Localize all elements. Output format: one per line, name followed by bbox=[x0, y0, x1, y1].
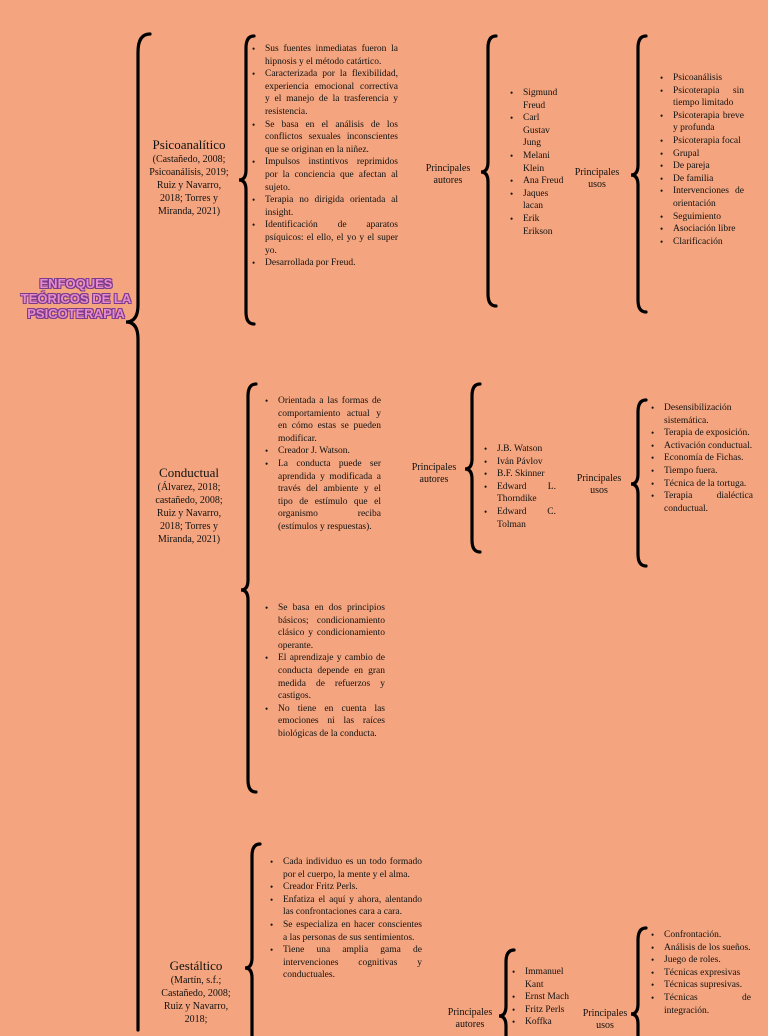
feature-item: • Se basa en dos principios básicos; condicionamiento clásico y condicionamiento operante. bbox=[265, 602, 385, 652]
use-item: • Terapia de exposición. bbox=[651, 427, 753, 440]
conductual-features bbox=[265, 395, 381, 534]
feature-item: • Enfatiza el aquí y ahora, alentando las confrontaciones cara a cara. bbox=[270, 894, 422, 919]
authors-label: Principales autores bbox=[447, 1007, 493, 1030]
brace-psicoanalitico-authors bbox=[478, 32, 500, 312]
author-item: • Edward C. Tolman bbox=[484, 506, 556, 531]
use-item: • Técnica de la tortuga. bbox=[651, 478, 753, 491]
use-item: • Intervenciones de orientación bbox=[660, 185, 744, 210]
feature-item: • Creador J. Watson. bbox=[265, 445, 381, 458]
use-item: • Terapia dialéctica conductual. bbox=[651, 490, 753, 515]
diagram-title: ENFOQUES TEÓRICOS DE LA PSICOTERAPIA bbox=[20, 276, 132, 321]
feature-item: • Tiene una amplia gama de intervenciones cognitivas y conductuales. bbox=[270, 944, 422, 982]
gestaltico-authors bbox=[512, 966, 578, 1029]
psicoanalitico-features bbox=[252, 43, 398, 270]
feature-item: • Terapia no dirigida orientada al insight. bbox=[252, 194, 398, 219]
uses-label: Principales usos bbox=[582, 1008, 628, 1031]
feature-item: • Impulsos instintivos reprimidos por la conciencia que afectan al sujeto. bbox=[252, 156, 398, 194]
brace-psicoanalitico-uses bbox=[628, 32, 650, 318]
use-item: • Activación conductual. bbox=[651, 440, 753, 453]
use-item: • Psicoterapia focal bbox=[660, 135, 744, 148]
approach-name: Gestáltico bbox=[169, 958, 223, 973]
author-item: • Ana Freud bbox=[510, 175, 566, 188]
feature-item: • Sus fuentes inmediatas fueron la hipnosis y el método catártico. bbox=[252, 43, 398, 68]
brace-gestaltico-uses bbox=[628, 924, 650, 1034]
conductual-uses bbox=[651, 402, 753, 515]
author-item: • Fritz Perls bbox=[512, 1004, 578, 1017]
author-item: • J.B. Watson bbox=[484, 443, 556, 456]
author-item: • Erik Erikson bbox=[510, 213, 566, 238]
use-item: • De pareja bbox=[660, 160, 744, 173]
author-item: • Carl Gustav Jung bbox=[510, 112, 566, 150]
authors-label: Principales autores bbox=[425, 163, 471, 186]
use-item: • Psicoterapia sin tiempo limitado bbox=[660, 85, 744, 110]
conductual-features-2 bbox=[265, 602, 385, 741]
use-item: • Tiempo fuera. bbox=[651, 465, 753, 478]
author-item: • Melani Klein bbox=[510, 150, 566, 175]
use-item: • De familia bbox=[660, 173, 744, 186]
use-item: • Clarificación bbox=[660, 236, 744, 249]
use-item: • Análisis de los sueños. bbox=[651, 942, 751, 955]
use-item: • Técnicas de integración. bbox=[651, 992, 751, 1017]
use-item: • Juego de roles. bbox=[651, 954, 751, 967]
author-item: • Immanuel Kant bbox=[512, 966, 578, 991]
use-item: • Técnicas supresivas. bbox=[651, 979, 751, 992]
feature-item: • Se basa en el análisis de los conflictos sexuales inconscientes que se originan en la niñez. bbox=[252, 119, 398, 157]
use-item: • Economía de Fichas. bbox=[651, 452, 753, 465]
feature-item: • Identificación de aparatos psíquicos: el ello, el yo y el super yo. bbox=[252, 219, 398, 257]
brace-gestaltico-features bbox=[242, 838, 264, 1028]
author-item: • Sigmund Freud bbox=[510, 87, 566, 112]
psicoanalitico-authors bbox=[510, 87, 566, 238]
use-item: • Asociación libre bbox=[660, 223, 744, 236]
use-item: • Grupal bbox=[660, 148, 744, 161]
approach-citation: (Álvarez, 2018; castañedo, 2008; Ruiz y Navarro, 2018; Torres y Miranda, 2021) bbox=[155, 482, 223, 545]
approach-gestaltico bbox=[156, 958, 236, 1026]
feature-item: • Cada individuo es un todo formado por el cuerpo, la mente y el alma. bbox=[270, 856, 422, 881]
feature-item: • No tiene en cuenta las emociones ni las raíces biológicas de la conducta. bbox=[265, 703, 385, 741]
use-item: • Seguimiento bbox=[660, 211, 744, 224]
feature-item: • Desarrollada por Freud. bbox=[252, 257, 398, 270]
approach-name: Psicoanalítico bbox=[152, 137, 226, 152]
author-item: • Edward L. Thorndike bbox=[484, 481, 556, 506]
conductual-authors bbox=[484, 443, 556, 531]
author-item: • Iván Pávlov bbox=[484, 456, 556, 469]
feature-item: • Creador Fritz Perls. bbox=[270, 881, 422, 894]
brace-conductual-uses bbox=[628, 396, 650, 572]
brace-conductual-authors bbox=[462, 380, 484, 558]
authors-label: Principales autores bbox=[411, 462, 457, 485]
psicoanalitico-uses bbox=[660, 72, 744, 248]
feature-item: • Se especializa en hacer conscientes a las personas de sus sentimientos. bbox=[270, 919, 422, 944]
use-item: • Psicoanálisis bbox=[660, 72, 744, 85]
approach-name: Conductual bbox=[159, 465, 219, 480]
brace-conductual-features bbox=[238, 380, 260, 798]
gestaltico-uses bbox=[651, 929, 751, 1017]
feature-item: • La conducta puede ser aprendida y modificada a través del ambiente y el tipo de estímulo que el organismo reciba (estímulos y respuestas). bbox=[265, 458, 381, 534]
use-item: • Desensibilización sistemática. bbox=[651, 402, 753, 427]
approach-citation: (Castañedo, 2008; Psicoanálisis, 2019; Ruiz y Navarro, 2018; Torres y Miranda, 2021) bbox=[149, 154, 229, 217]
feature-item: • Orientada a las formas de comportamiento actual y en cómo estas se pueden modificar. bbox=[265, 395, 381, 445]
uses-label: Principales usos bbox=[574, 167, 620, 190]
use-item: • Técnicas expresivas bbox=[651, 967, 751, 980]
approach-conductual bbox=[146, 465, 232, 546]
approach-citation: (Martín, s.f.; Castañedo, 2008; Ruiz y Navarro, 2018; bbox=[161, 975, 231, 1025]
gestaltico-features bbox=[270, 856, 422, 982]
feature-item: • Caracterizada por la flexibilidad, experiencia emocional correctiva y el manejo de la trasferencia y resistencia. bbox=[252, 68, 398, 118]
use-item: • Confrontación. bbox=[651, 929, 751, 942]
author-item: • B.F. Skinner bbox=[484, 468, 556, 481]
approach-psicoanalitico bbox=[146, 137, 232, 218]
author-item: • Koffka bbox=[512, 1016, 578, 1029]
author-item: • Ernst Mach bbox=[512, 991, 578, 1004]
uses-label: Principales usos bbox=[576, 473, 622, 496]
feature-item: • El aprendizaje y cambio de conducta depende en gran medida de refuerzos y castigos. bbox=[265, 652, 385, 702]
use-item: • Psicoterapia breve y profunda bbox=[660, 110, 744, 135]
author-item: • Jaques lacan bbox=[510, 188, 566, 213]
